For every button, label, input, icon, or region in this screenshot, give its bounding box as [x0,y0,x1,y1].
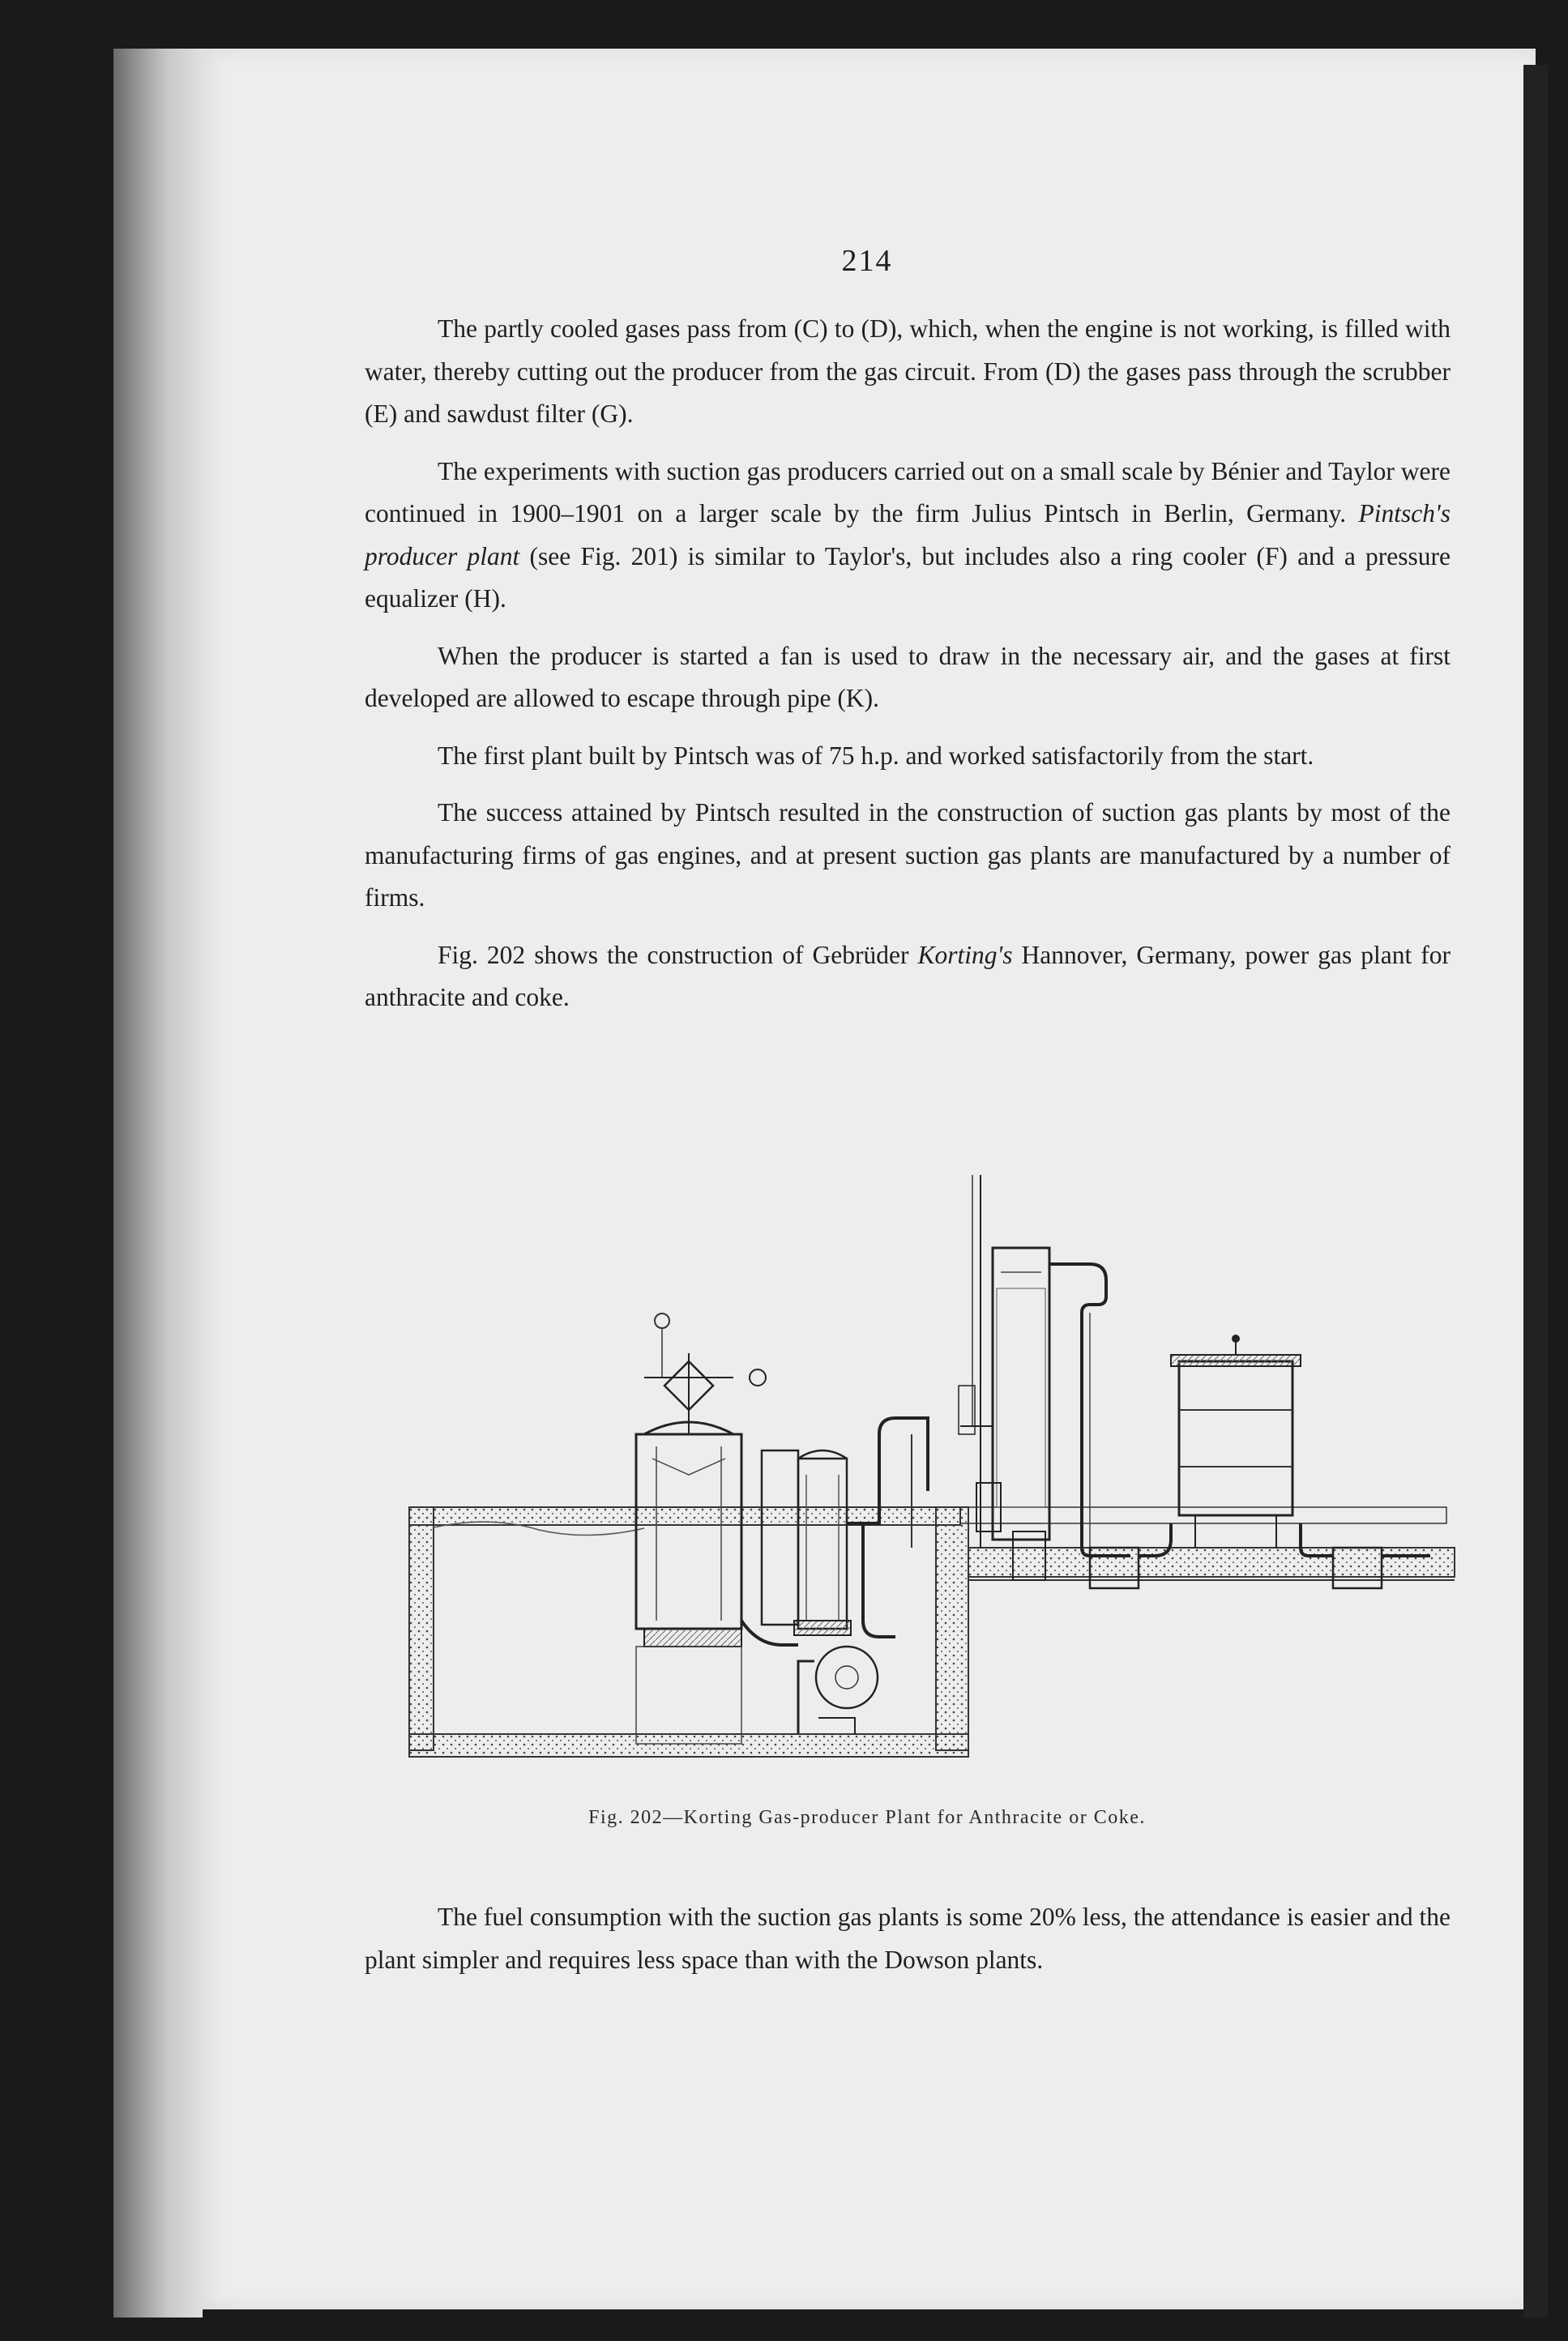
paragraph-4: The first plant built by Pintsch was of 75 h.p. and worked satisfactorily from the start. [438,741,1314,770]
paragraph-2 [365,451,1451,621]
paragraph-5: The success attained by Pintsch resulted in the construction of suction gas plants by most of the manufacturing firms of gas engines, and at present suction gas plants are manufactured by a number of firms. [365,798,1451,912]
generator-producer [636,1314,766,1744]
paragraph-3: When the producer is started a fan is used to draw in the necessary air, and the gases at first developed are allowed to escape through pipe (K). [365,641,1451,712]
paragraph-6-start: Fig. 202 shows the construction of Gebrüder [438,940,918,969]
figure-caption: Fig. 202—Korting Gas-producer Plant for Anthracite or Coke. [588,1807,1146,1828]
coke-scrubber-tower [959,1175,1049,1580]
book-page [199,49,1536,2309]
gas-producer-plant-illustration [377,1167,1471,1783]
paragraph-2-end: (see Fig. 201) is similar to Taylor's, but includes also a ring cooler (F) and a pressure equalizer (H). [365,541,1451,613]
closing-text [365,1896,1451,1981]
cooler-pipe [1049,1264,1171,1588]
floor-level-right [960,1507,1455,1580]
paragraph-2-italic: Pintsch's producer plant [365,499,1451,570]
paragraph-6-italic: Korting's [917,940,1013,969]
page-number: 214 [841,244,893,278]
vaporizer-column [741,1450,851,1645]
book-spine-shadow [113,49,203,2318]
paragraph-6 [365,934,1451,1019]
connecting-pipe [847,1418,928,1637]
paragraph-6-end: Hannover, Germany, power gas plant for anthracite and coke. [365,940,1451,1011]
gas-producer-plant-drawing [377,1167,1471,1783]
fan-blower [798,1647,878,1734]
paragraph-2-start: The experiments with suction gas producers carried out on a small scale by Bénier and Taylor were continued in 1900–1901 on a larger scale by the firm Julius Pintsch in Berlin, Germany. [365,456,1451,528]
body-text [365,308,1451,1034]
closing-paragraph: The fuel consumption with the suction gas plants is some 20% less, the attendance is easier and the plant simpler and requires less space than with the Dowson plants. [365,1903,1451,1974]
page-edge-shadow [1523,65,1548,2318]
paragraph-1: The partly cooled gases pass from (C) to (D), which, when the engine is not working, is filled with water, thereby cutting out the producer from the gas circuit. From (D) the gases pass through the scrubber (E) and sawdust filter (G). [365,314,1451,428]
